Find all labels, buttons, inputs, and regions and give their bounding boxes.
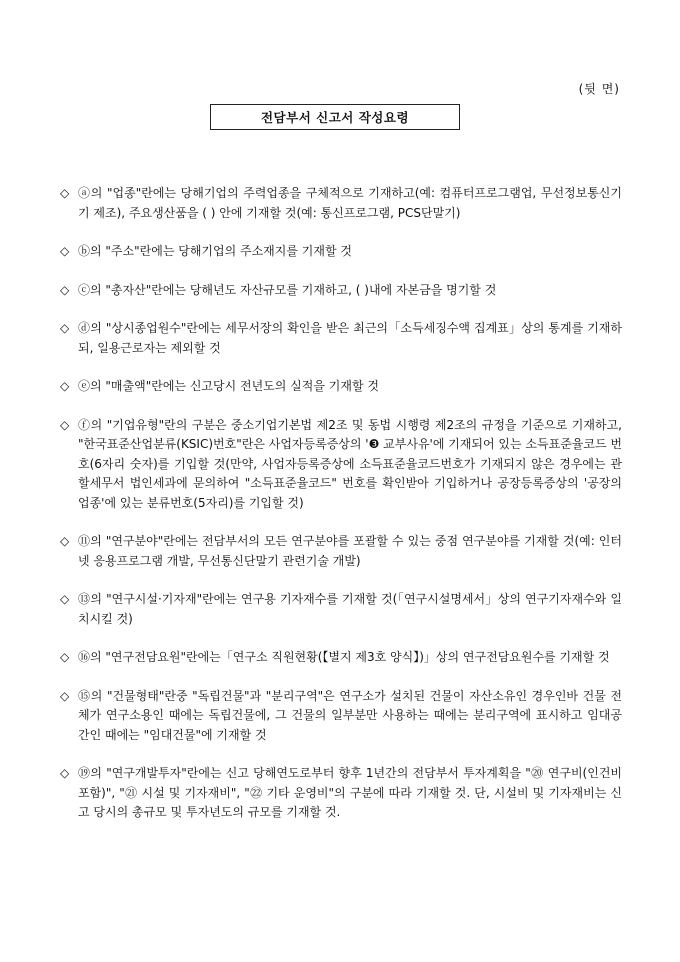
diamond-bullet-icon: ◇	[60, 534, 70, 548]
diamond-bullet-icon: ◇	[60, 282, 70, 297]
instruction-text: ⑪의 "연구분야"란에는 전담부서의 모든 연구분야를 포괄할 수 있는 중점 연구분야를 기재할 것(예: 인터넷 응용프로그램 개발, 무선통신단말기 관련기술 개발)	[78, 534, 622, 568]
instruction-item	[60, 532, 622, 571]
diamond-bullet-icon: ◇	[60, 186, 70, 200]
page-side-label: (뒷 면)	[578, 82, 620, 96]
instruction-item	[60, 416, 622, 514]
instruction-text: ⓓ의 "상시종업원수"란에는 세무서장의 확인을 받은 최근의「소득세징수액 집계표」상의 통계를 기재하되, 일용근로자는 제외할 것	[78, 321, 622, 355]
diamond-bullet-icon: ◇	[60, 244, 70, 258]
instruction-item	[60, 184, 622, 223]
instruction-text: ⓔ의 "매출액"란에는 신고당시 전년도의 실적을 기재할 것	[78, 379, 379, 393]
instruction-text: ⓐ의 "업종"란에는 당해기업의 주력업종을 구체적으로 기재하고(예: 컴퓨터프로그램업, 무선정보통신기기 제조), 주요생산품을 ( ) 안에 기재할 것(예: 통신프로그램, PCS단말기)	[78, 186, 622, 220]
instruction-text: ⑬의 "연구시설·기자재"란에는 연구용 기자재수를 기재할 것(「연구시설명세서」상의 연구기자재수와 일치시킬 것)	[78, 592, 622, 626]
diamond-bullet-icon: ◇	[60, 321, 70, 335]
instruction-item	[60, 242, 622, 262]
instruction-list	[60, 184, 622, 842]
instruction-item	[60, 319, 622, 358]
instruction-item	[60, 764, 622, 823]
instruction-item	[60, 648, 622, 668]
instruction-text: ⓒ의 "총자산"란에는 당해년도 자산규모를 기재하고, ( )내에 자본금을 명기할 것	[78, 282, 497, 297]
instruction-item	[60, 687, 622, 746]
diamond-bullet-icon: ◇	[60, 766, 70, 780]
instruction-text: ⓑ의 "주소"란에는 당해기업의 주소재지를 기재할 것	[78, 244, 352, 258]
instruction-text: ⓕ의 "기업유형"란의 구분은 중소기업기본법 제2조 및 동법 시행령 제2조의 규정을 기준으로 기재하고, "한국표준산업분류(KSIC)번호"란은 사업자등록증상의 '❸ 교부사유'에 기재되어 있는 소득표준율코드 번호(6자리 숫자)를 기입할 것(만약, 사업자등록증상에 소득표준율코드번호가 기재되지 않은 경우에는 관할세무서 법인세과에 문의하여 "소득표준율코드" 번호를 확인받아 기입하거나 공장등록증상의 '공장의 업종'에 있는 분류번호(5자리)를 기입할 것)	[78, 417, 622, 510]
instruction-text: ⑯의 "연구전담요원"란에는「연구소 직원현황(【별지 제3호 양식】)」상의 연구전담요원수를 기재할 것	[78, 650, 610, 664]
diamond-bullet-icon: ◇	[60, 592, 70, 606]
document-title	[210, 104, 460, 130]
diamond-bullet-icon: ◇	[60, 688, 70, 703]
diamond-bullet-icon: ◇	[60, 379, 70, 393]
diamond-bullet-icon: ◇	[60, 417, 70, 432]
instruction-text: ⑮의 "건물형태"란중 "독립건물"과 "분리구역"은 연구소가 설치된 건물이 자산소유인 경우인바 건물 전체가 연구소용인 때에는 독립건물에, 그 건물의 일부분만 사용하는 때에는 분리구역에 표시하고 임대공간인 때에는 "임대건물"에 기재할 것	[78, 688, 622, 742]
instruction-item	[60, 377, 622, 397]
diamond-bullet-icon: ◇	[60, 650, 70, 664]
instruction-item	[60, 590, 622, 629]
document-title-text: 전담부서 신고서 작성요령	[260, 110, 410, 125]
instruction-text: ⑲의 "연구개발투자"란에는 신고 당해연도로부터 향후 1년간의 전담부서 투자계획을 "⑳ 연구비(인건비 포함)", "㉑ 시설 및 기자재비", "㉒ 기타 운영비"의 구분에 따라 기재할 것. 단, 시설비 및 기자재비는 신고 당시의 총규모 및 투자년도의 규모를 기재할 것.	[78, 766, 622, 819]
instruction-item	[60, 281, 622, 301]
